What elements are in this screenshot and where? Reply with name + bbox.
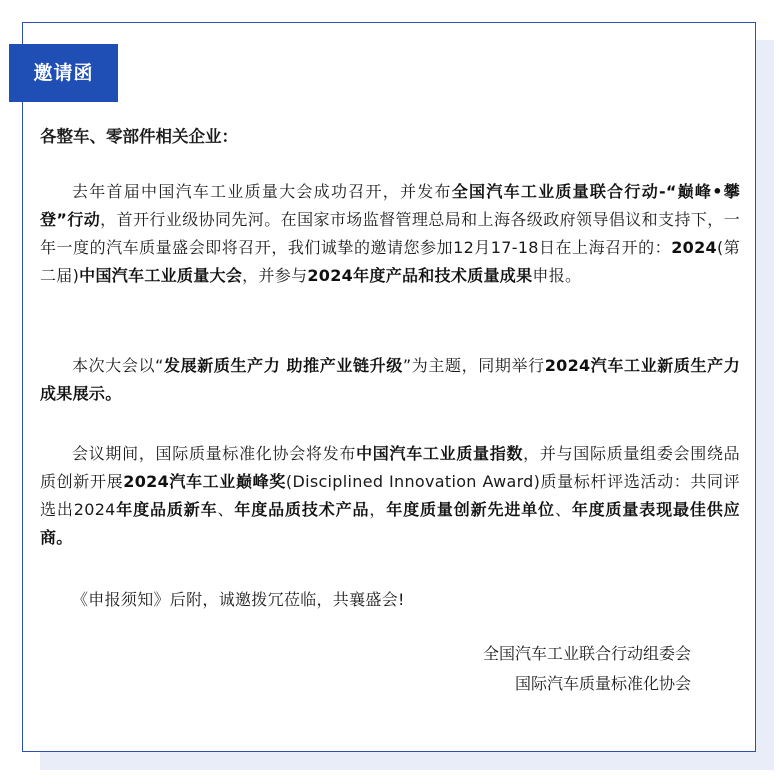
- paragraph-closing: [40, 586, 740, 614]
- body-text: 《申报须知》后附，诚邀拨冗莅临，共襄盛会!: [72, 590, 405, 609]
- paragraph-theme: [40, 352, 740, 408]
- paragraph-intro: [40, 178, 740, 290]
- body-text: ，并与国际质量组委会围绕品质创新开展: [40, 444, 740, 491]
- emphasis-text: 2024年度产品和技术质量成果: [307, 266, 533, 285]
- emphasis-text: 年度品质技术产品: [234, 500, 370, 519]
- body-text: ，首开行业级协同先河。在国家市场监督管理总局和上海各级政府领导倡议和支持下，一年一度的汽车质量盛会即将召开，我们诚挚的邀请您参加12月17-18日在上海召开的：: [40, 210, 740, 257]
- body-text: 、: [554, 500, 572, 519]
- body-text: 申报。: [532, 266, 582, 285]
- emphasis-text: 中国汽车工业质量指数: [356, 444, 524, 463]
- body-text: ，并参与: [242, 266, 308, 285]
- body-text: 、: [217, 500, 235, 519]
- body-text: ，: [369, 500, 387, 519]
- body-text: ”为主题，同期举行: [402, 356, 545, 375]
- emphasis-text: 中国汽车工业质量大会: [79, 266, 243, 285]
- emphasis-text: 全国汽车工业质量联合行动-“巅峰•攀登”行动: [40, 182, 740, 229]
- emphasis-text: 年度质量创新先进单位: [386, 500, 555, 519]
- title-tab: 邀请函: [9, 44, 118, 102]
- signature-org-1: 全国汽车工业联合行动组委会: [483, 644, 692, 663]
- salutation: 各整车、零部件相关企业：: [40, 127, 238, 146]
- emphasis-text: 年度品质新车: [115, 500, 218, 519]
- signature-org-2: 国际汽车质量标准化协会: [515, 674, 692, 693]
- body-text: 会议期间，国际质量标准化协会将发布: [72, 444, 357, 463]
- emphasis-text: 2024汽车工业新质生产力成果展示。: [40, 356, 740, 403]
- paragraph-awards: [40, 440, 740, 552]
- frame-shadow-right: [756, 40, 774, 762]
- body-text: 本次大会以“: [72, 356, 164, 375]
- emphasis-text: 2024汽车工业巅峰奖: [123, 472, 286, 491]
- body-text: (Disciplined Innovation Award)质量标杆评选活动：共同评选出2024: [40, 472, 740, 519]
- emphasis-text: 2024: [671, 238, 717, 257]
- emphasis-text: 发展新质生产力 助推产业链升级: [163, 356, 403, 375]
- emphasis-text: 年度质量表现最佳供应商。: [40, 500, 740, 547]
- body-text: 去年首届中国汽车工业质量大会成功召开，并发布: [72, 182, 452, 201]
- frame-shadow-bottom: [40, 752, 774, 770]
- body-text: (第二届): [40, 238, 741, 285]
